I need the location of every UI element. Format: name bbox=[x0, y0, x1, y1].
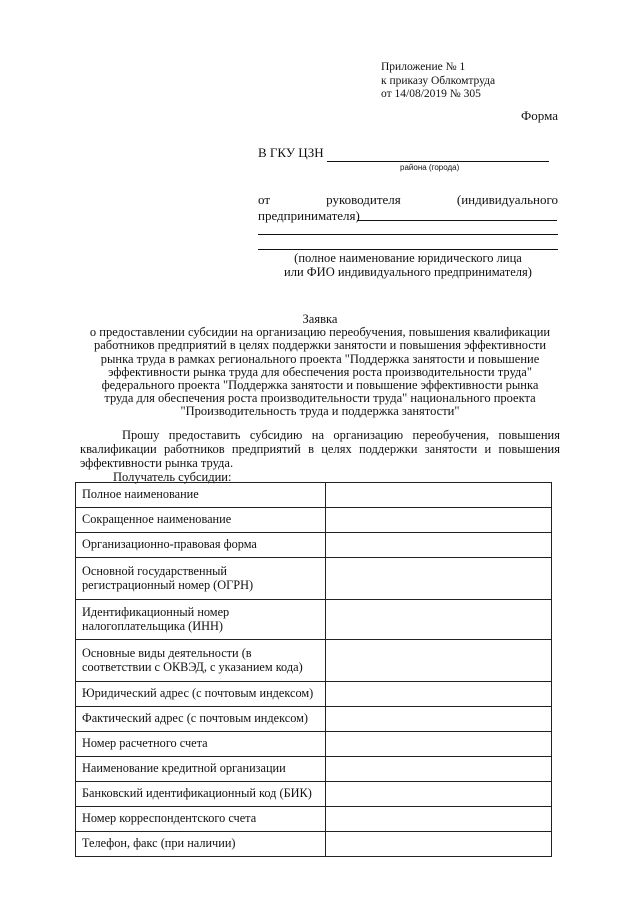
row-label: Основные виды деятельности (в соответствии с ОКВЭД, с указанием кода) bbox=[76, 640, 326, 682]
addressee-from-cont: предпринимателя) bbox=[258, 208, 360, 223]
title-line: "Производительность труда и поддержка занятости" bbox=[180, 404, 460, 419]
row-value[interactable] bbox=[326, 533, 552, 558]
appendix-line: от 14/08/2019 № 305 bbox=[381, 88, 481, 100]
request-paragraph: Прошу предоставить субсидию на организацию переобучения, повышения квалификации работников предприятий в целях поддержки занятости и повышения эффективности рынка труда. bbox=[80, 428, 560, 470]
row-value[interactable] bbox=[326, 782, 552, 807]
row-value[interactable] bbox=[326, 707, 552, 732]
title-line: Заявка bbox=[302, 312, 338, 326]
from-word: от bbox=[258, 192, 271, 207]
form-label: Форма bbox=[521, 108, 558, 123]
row-value[interactable] bbox=[326, 558, 552, 600]
row-label: Сокращенное наименование bbox=[76, 508, 326, 533]
title-line: рынка труда в рамках регионального проекта "Поддержка занятости и повышение bbox=[100, 351, 540, 366]
table-row bbox=[76, 832, 552, 857]
addressee-to-line bbox=[327, 161, 549, 162]
row-label: Банковский идентификационный код (БИК) bbox=[76, 782, 326, 807]
row-label: Юридический адрес (с почтовым индексом) bbox=[76, 682, 326, 707]
row-value[interactable] bbox=[326, 757, 552, 782]
row-value[interactable] bbox=[326, 682, 552, 707]
appendix-line: Приложение № 1 bbox=[381, 61, 466, 73]
title-line: эффективности рынка труда для обеспечения роста производительности труда" bbox=[108, 364, 532, 379]
table-row bbox=[76, 483, 552, 508]
table-row bbox=[76, 707, 552, 732]
appendix-line: к приказу Облкомтруда bbox=[381, 74, 496, 87]
appendix-reference bbox=[381, 61, 495, 102]
addressee-note bbox=[258, 251, 558, 279]
title-line: о предоставлении субсидии на организацию переобучения, повышения квалификации bbox=[89, 325, 551, 340]
title-line: федерального проекта "Поддержка занятости и повышение эффективности рынка bbox=[101, 378, 539, 393]
row-value[interactable] bbox=[326, 508, 552, 533]
row-label: Полное наименование bbox=[76, 483, 326, 508]
from-fill-line bbox=[258, 249, 558, 250]
row-label: Номер расчетного счета bbox=[76, 732, 326, 757]
note-line: (полное наименование юридического лица bbox=[294, 251, 522, 265]
row-value[interactable] bbox=[326, 640, 552, 682]
row-value[interactable] bbox=[326, 600, 552, 640]
table-row bbox=[76, 600, 552, 640]
table-row bbox=[76, 807, 552, 832]
row-value[interactable] bbox=[326, 807, 552, 832]
addressee-to-hint: района (города) bbox=[400, 163, 460, 172]
row-label: Основной государственный регистрационный номер (ОГРН) bbox=[76, 558, 326, 600]
table-row bbox=[76, 757, 552, 782]
row-label: Фактический адрес (с почтовым индексом) bbox=[76, 707, 326, 732]
row-value[interactable] bbox=[326, 832, 552, 857]
table-row bbox=[76, 782, 552, 807]
row-label: Телефон, факс (при наличии) bbox=[76, 832, 326, 857]
row-label: Организационно-правовая форма bbox=[76, 533, 326, 558]
title-line: труда для обеспечения роста производительности труда" национального проекта bbox=[104, 391, 536, 406]
title-line: работников предприятий в целях поддержки занятости и повышения эффективности bbox=[93, 338, 547, 353]
note-line: или ФИО индивидуального предпринимателя) bbox=[284, 265, 532, 279]
recipient-label: Получатель субсидии: bbox=[113, 470, 232, 484]
table-row bbox=[76, 732, 552, 757]
table-row bbox=[76, 682, 552, 707]
from-word: руководителя bbox=[326, 192, 401, 207]
document-title bbox=[70, 313, 570, 419]
row-label: Идентификационный номер налогоплательщика (ИНН) bbox=[76, 600, 326, 640]
from-fill-line bbox=[258, 234, 558, 235]
from-word: (индивидуального bbox=[456, 192, 558, 207]
row-label: Номер корреспондентского счета bbox=[76, 807, 326, 832]
recipient-table bbox=[75, 482, 552, 857]
table-row bbox=[76, 640, 552, 682]
addressee-to: В ГКУ ЦЗН bbox=[258, 145, 324, 160]
row-value[interactable] bbox=[326, 483, 552, 508]
row-label: Наименование кредитной организации bbox=[76, 757, 326, 782]
table-row bbox=[76, 533, 552, 558]
from-fill-line bbox=[357, 220, 557, 221]
row-value[interactable] bbox=[326, 732, 552, 757]
table-row bbox=[76, 558, 552, 600]
table-row bbox=[76, 508, 552, 533]
addressee-from bbox=[258, 192, 558, 208]
